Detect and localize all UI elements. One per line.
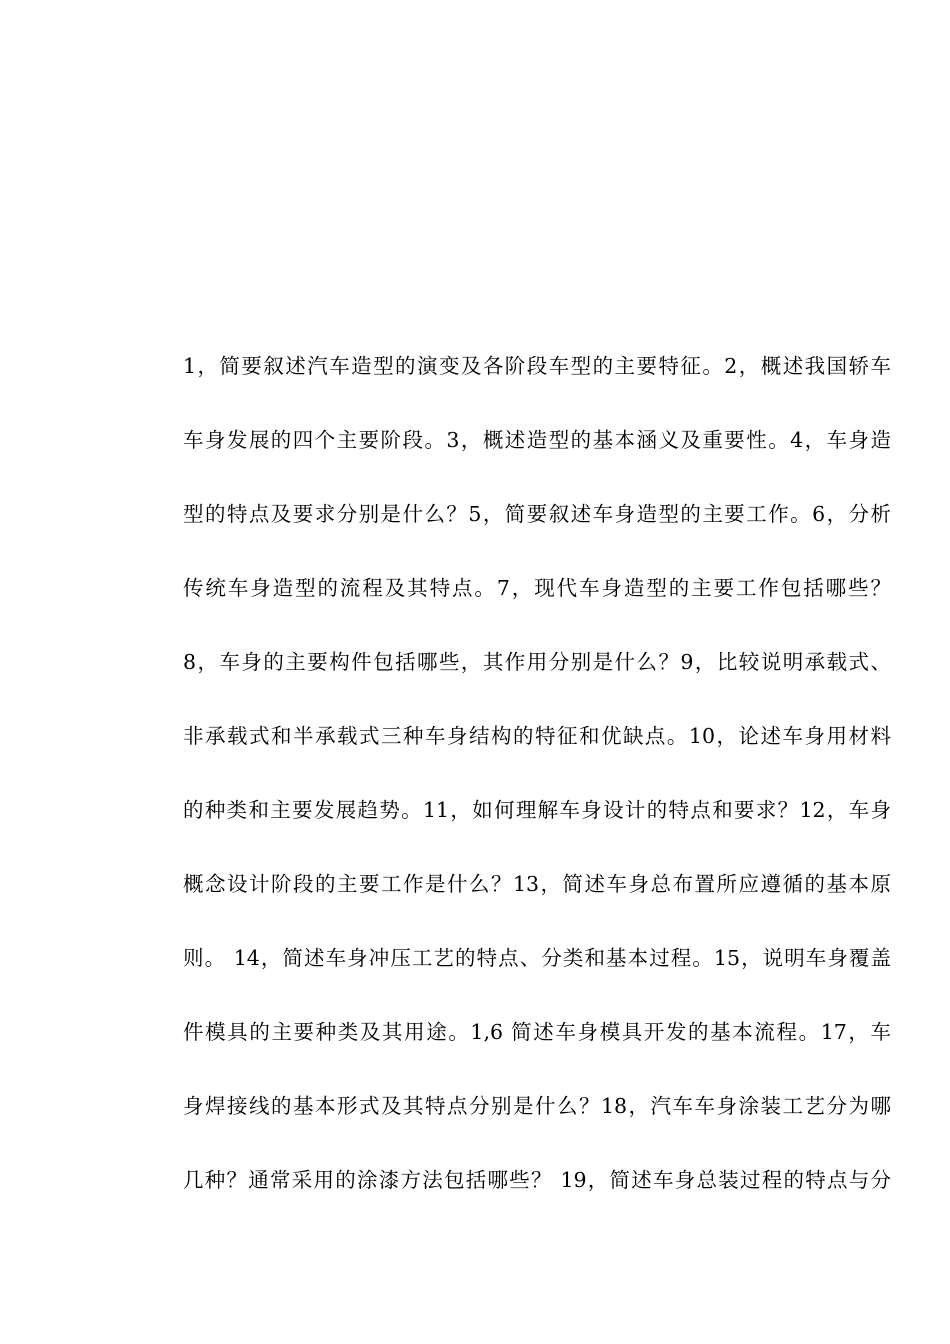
text-line: 型的特点及要求分别是什么？5，简要叙述车身造型的主要工作。6，分析 xyxy=(183,502,891,526)
text-line: 传统车身造型的流程及其特点。7，现代车身造型的主要工作包括哪些？ xyxy=(183,576,891,600)
text-line: 车身发展的四个主要阶段。3，概述造型的基本涵义及重要性。4，车身造 xyxy=(183,428,891,452)
text-line: 身焊接线的基本形式及其特点分别是什么？18，汽车车身涂装工艺分为哪 xyxy=(183,1094,891,1118)
text-line: 非承载式和半承载式三种车身结构的特征和优缺点。10，论述车身用材料 xyxy=(183,724,891,748)
text-line: 8，车身的主要构件包括哪些，其作用分别是什么？9，比较说明承载式、 xyxy=(183,650,891,674)
text-line: 几种？通常采用的涂漆方法包括哪些？ 19，简述车身总装过程的特点与分 xyxy=(183,1168,891,1192)
text-line: 概念设计阶段的主要工作是什么？13，简述车身总布置所应遵循的基本原 xyxy=(183,872,891,896)
text-line: 1，简要叙述汽车造型的演变及各阶段车型的主要特征。2，概述我国轿车 xyxy=(183,354,891,378)
text-line: 的种类和主要发展趋势。11，如何理解车身设计的特点和要求？12，车身 xyxy=(183,798,891,822)
text-line: 则。 14，简述车身冲压工艺的特点、分类和基本过程。15，说明车身覆盖 xyxy=(183,946,891,970)
question-text-block xyxy=(183,344,891,1232)
text-line: 件模具的主要种类及其用途。1,6 简述车身模具开发的基本流程。17，车 xyxy=(183,1020,891,1044)
